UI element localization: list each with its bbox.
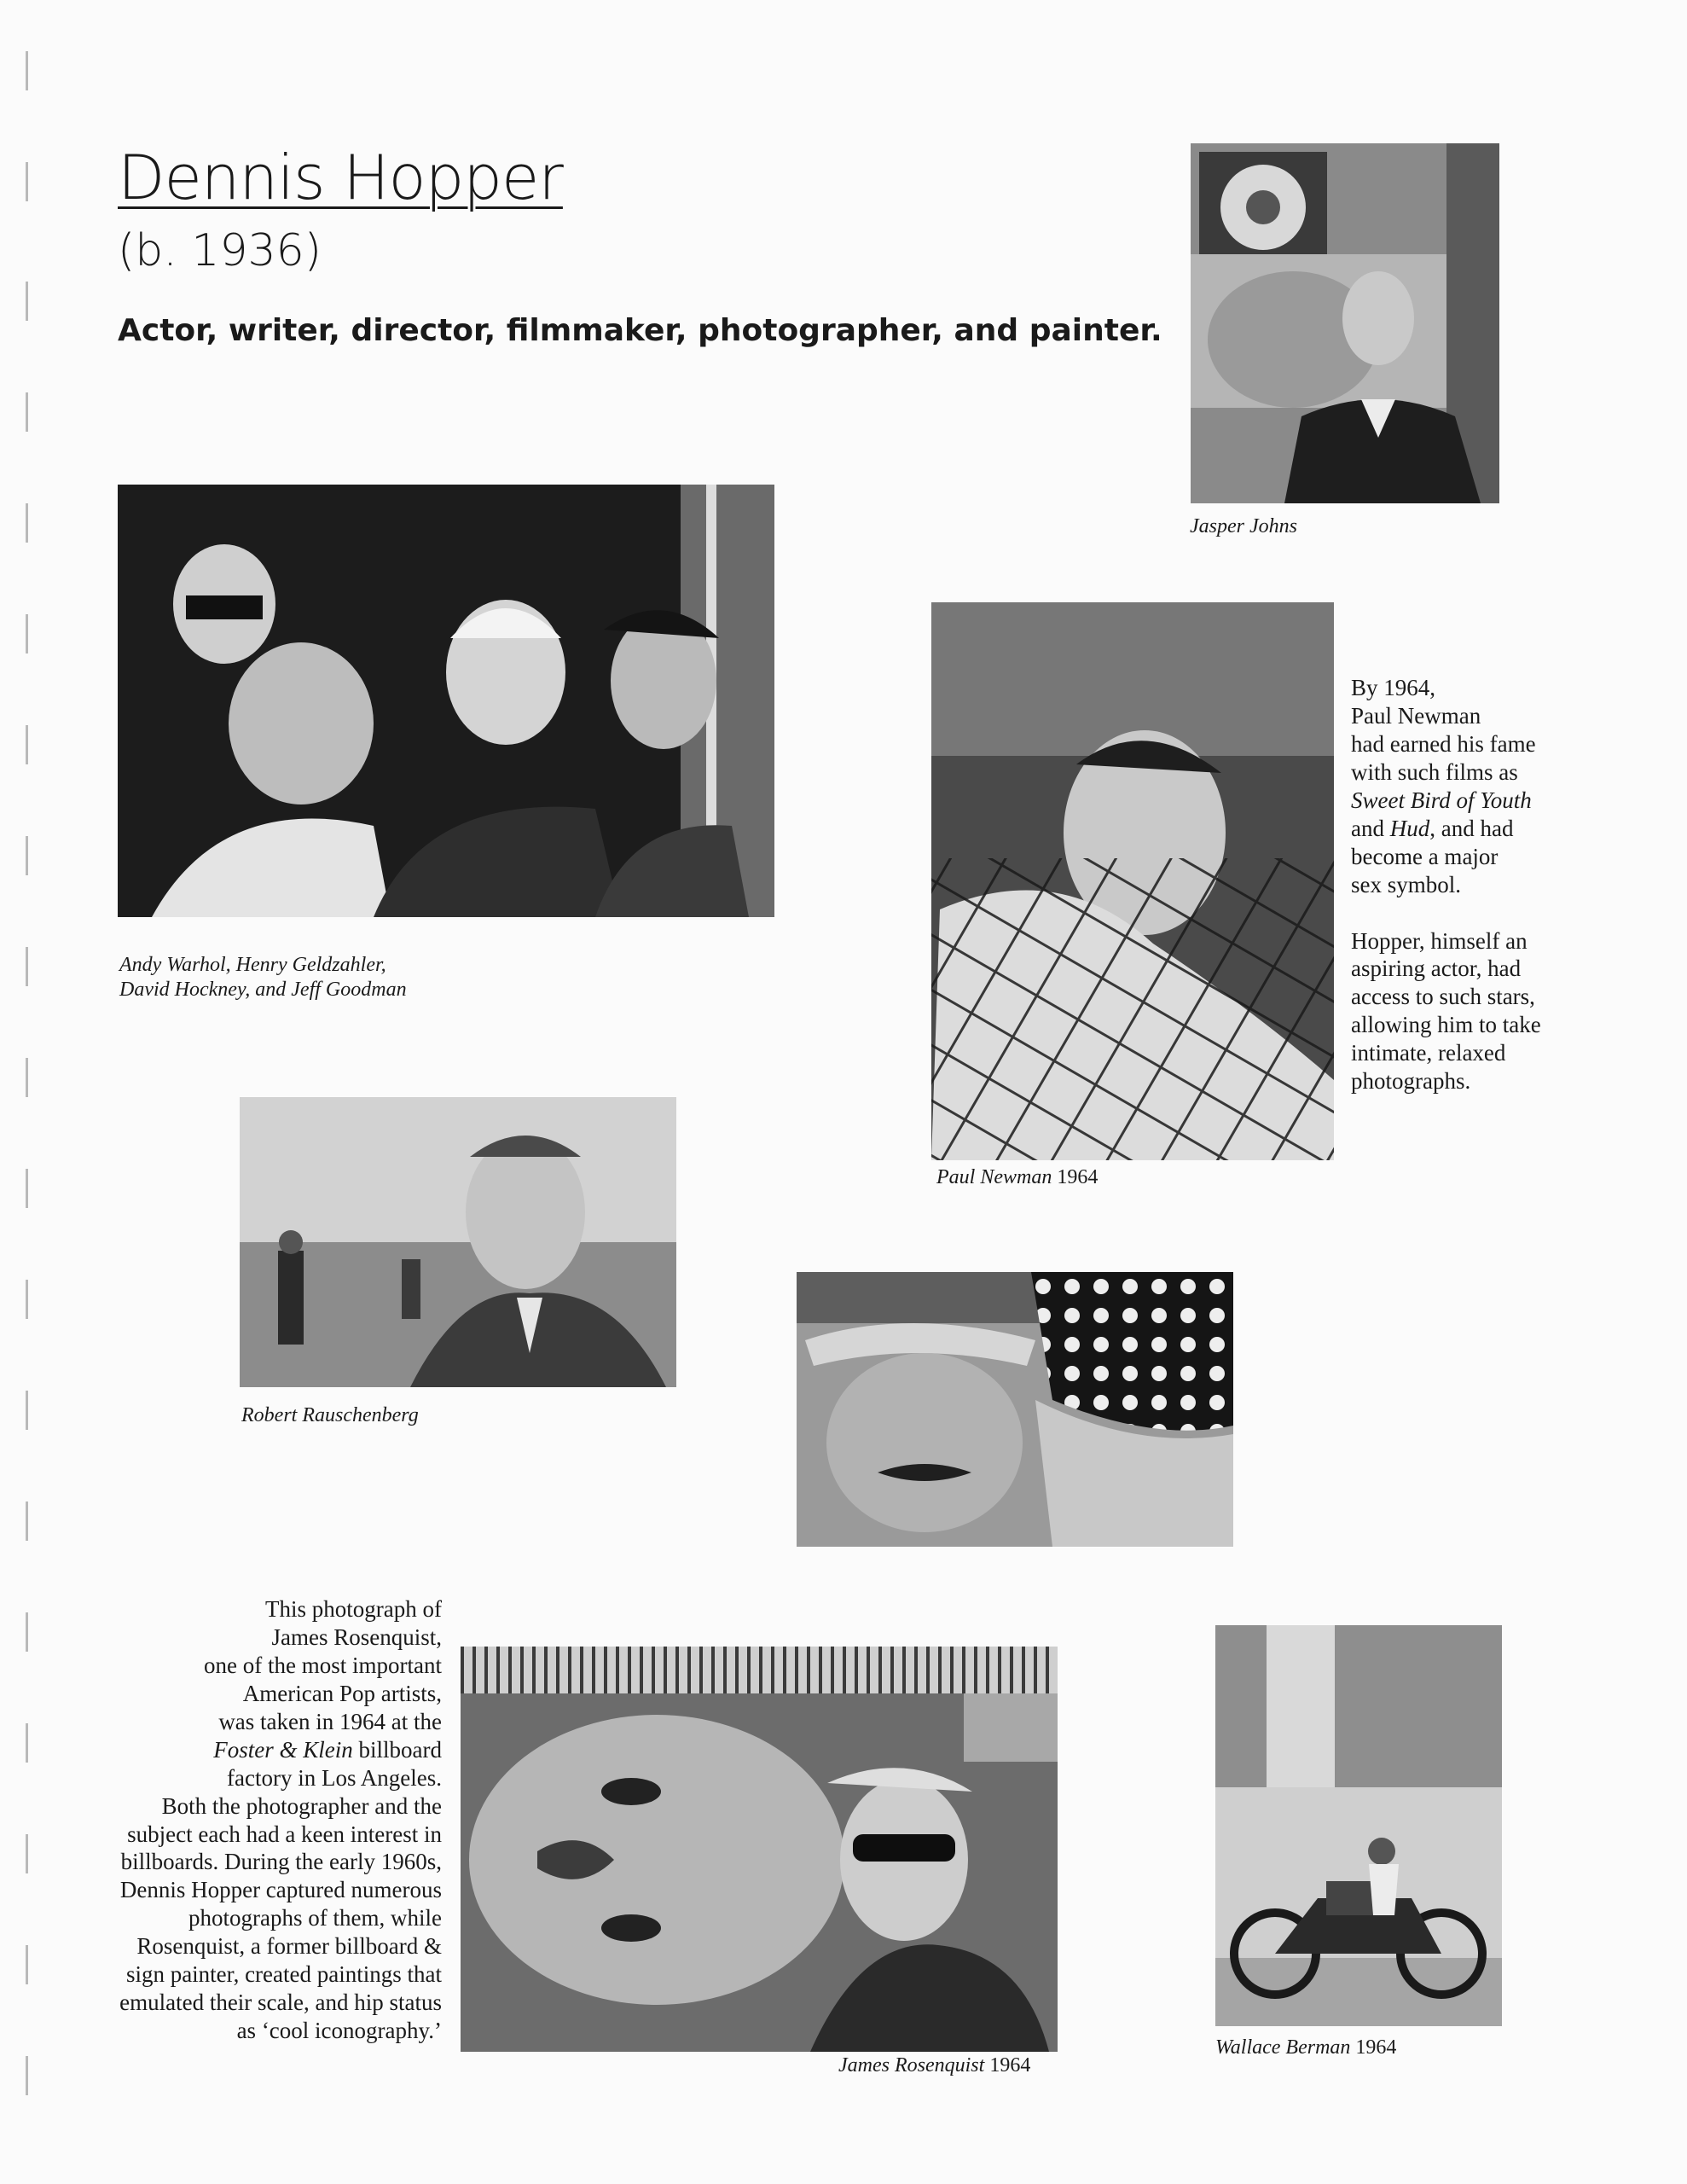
text-line xyxy=(77,1736,442,1764)
text-line: sex symbol. xyxy=(1351,871,1462,897)
text-line: as ‘cool iconography.’ xyxy=(236,2018,442,2044)
rosenquist-caption-name: James Rosenquist xyxy=(838,2054,985,2077)
text-line: Dennis Hopper captured numerous xyxy=(119,1877,442,1903)
binding-mark xyxy=(26,1723,28,1763)
birth-year: (b. 1936) xyxy=(118,225,322,276)
rosenquist-photo xyxy=(461,1647,1058,2052)
text-line: photographs. xyxy=(1351,1068,1471,1095)
text-line: American Pop artists, xyxy=(242,1680,442,1706)
binding-mark xyxy=(26,162,28,201)
binding-mark xyxy=(26,2056,28,2095)
rosenquist-caption-year: 1964 xyxy=(984,2054,1031,2077)
text-line: billboards. During the early 1960s, xyxy=(120,1849,442,1875)
binding-mark xyxy=(26,1280,28,1319)
binding-mark xyxy=(26,503,28,543)
text-line: By 1964, xyxy=(1351,675,1436,700)
text-line: factory in Los Angeles. xyxy=(227,1764,442,1791)
text-line: Hopper, himself an xyxy=(1351,927,1528,954)
jasper-johns-caption: Jasper Johns xyxy=(1190,515,1297,537)
text-line: Rosenquist, a former billboard & xyxy=(136,1933,442,1960)
text-line: access to such stars, xyxy=(1351,984,1535,1010)
film-title: Hud xyxy=(1389,815,1430,841)
binding-mark xyxy=(26,1169,28,1208)
binding-mark xyxy=(26,1945,28,1984)
wallace-berman-photo xyxy=(1215,1625,1502,2026)
text-line: one of the most important xyxy=(204,1652,442,1678)
company-name: Foster & Klein xyxy=(213,1736,353,1763)
rosenquist-caption xyxy=(838,2054,1030,2077)
binding-mark xyxy=(26,392,28,432)
rauschenberg-photo xyxy=(240,1097,676,1387)
text-line xyxy=(1351,815,1541,843)
binding-mark xyxy=(26,1391,28,1430)
binding-mark xyxy=(26,51,28,90)
newman-description xyxy=(1351,674,1541,1095)
text-line: subject each had a keen interest in xyxy=(127,1821,442,1847)
text-fragment: billboard xyxy=(352,1736,442,1763)
page-title: Dennis Hopper xyxy=(118,142,563,213)
subtitle: Actor, writer, director, filmmaker, photographer, and painter. xyxy=(118,313,1162,348)
binding-mark xyxy=(26,725,28,764)
hat-portrait-photo xyxy=(797,1272,1233,1547)
rosenquist-description xyxy=(77,1595,442,2045)
text-line: become a major xyxy=(1351,843,1499,869)
paul-newman-photo xyxy=(931,602,1334,1160)
text-line: sign painter, created paintings that xyxy=(125,1961,442,1988)
binding-mark xyxy=(26,614,28,653)
text-line: Paul Newman xyxy=(1351,702,1481,729)
text-fragment: and xyxy=(1351,815,1390,841)
rauschenberg-caption: Robert Rauschenberg xyxy=(241,1404,419,1426)
text-line: Both the photographer and the xyxy=(161,1792,442,1819)
paul-newman-caption xyxy=(936,1166,1098,1189)
text-line: with such films as xyxy=(1351,758,1518,785)
text-line: aspiring actor, had xyxy=(1351,956,1522,982)
paul-newman-caption-year: 1964 xyxy=(1052,1166,1099,1188)
text-line: allowing him to take xyxy=(1351,1012,1541,1038)
binding-mark xyxy=(26,282,28,321)
warhol-group-photo xyxy=(118,485,774,917)
wallace-berman-caption-year: 1964 xyxy=(1350,2036,1397,2059)
warhol-group-caption: Andy Warhol, Henry Geldzahler, David Hockney, and Jeff Goodman xyxy=(119,954,407,1001)
jasper-johns-photo xyxy=(1191,143,1499,503)
binding-mark xyxy=(26,1058,28,1097)
binding-mark xyxy=(26,1502,28,1541)
text-line: This photograph of xyxy=(265,1596,442,1622)
binding-mark xyxy=(26,836,28,875)
text-line: James Rosenquist, xyxy=(271,1623,442,1650)
paragraph-gap xyxy=(1351,899,1541,927)
text-line: photographs of them, while xyxy=(188,1905,442,1931)
binding-mark xyxy=(26,1834,28,1873)
text-line: emulated their scale, and hip status xyxy=(119,1989,442,2016)
film-title: Sweet Bird of Youth xyxy=(1351,787,1532,813)
text-line: was taken in 1964 at the xyxy=(218,1708,442,1734)
text-fragment: , and had xyxy=(1429,815,1514,841)
binding-mark xyxy=(26,947,28,986)
wallace-berman-caption-name: Wallace Berman xyxy=(1215,2036,1351,2059)
text-line: intimate, relaxed xyxy=(1351,1040,1506,1066)
binding-mark xyxy=(26,1612,28,1652)
wallace-berman-caption xyxy=(1215,2036,1396,2059)
paul-newman-caption-name: Paul Newman xyxy=(936,1166,1052,1188)
text-line: had earned his fame xyxy=(1351,730,1536,757)
